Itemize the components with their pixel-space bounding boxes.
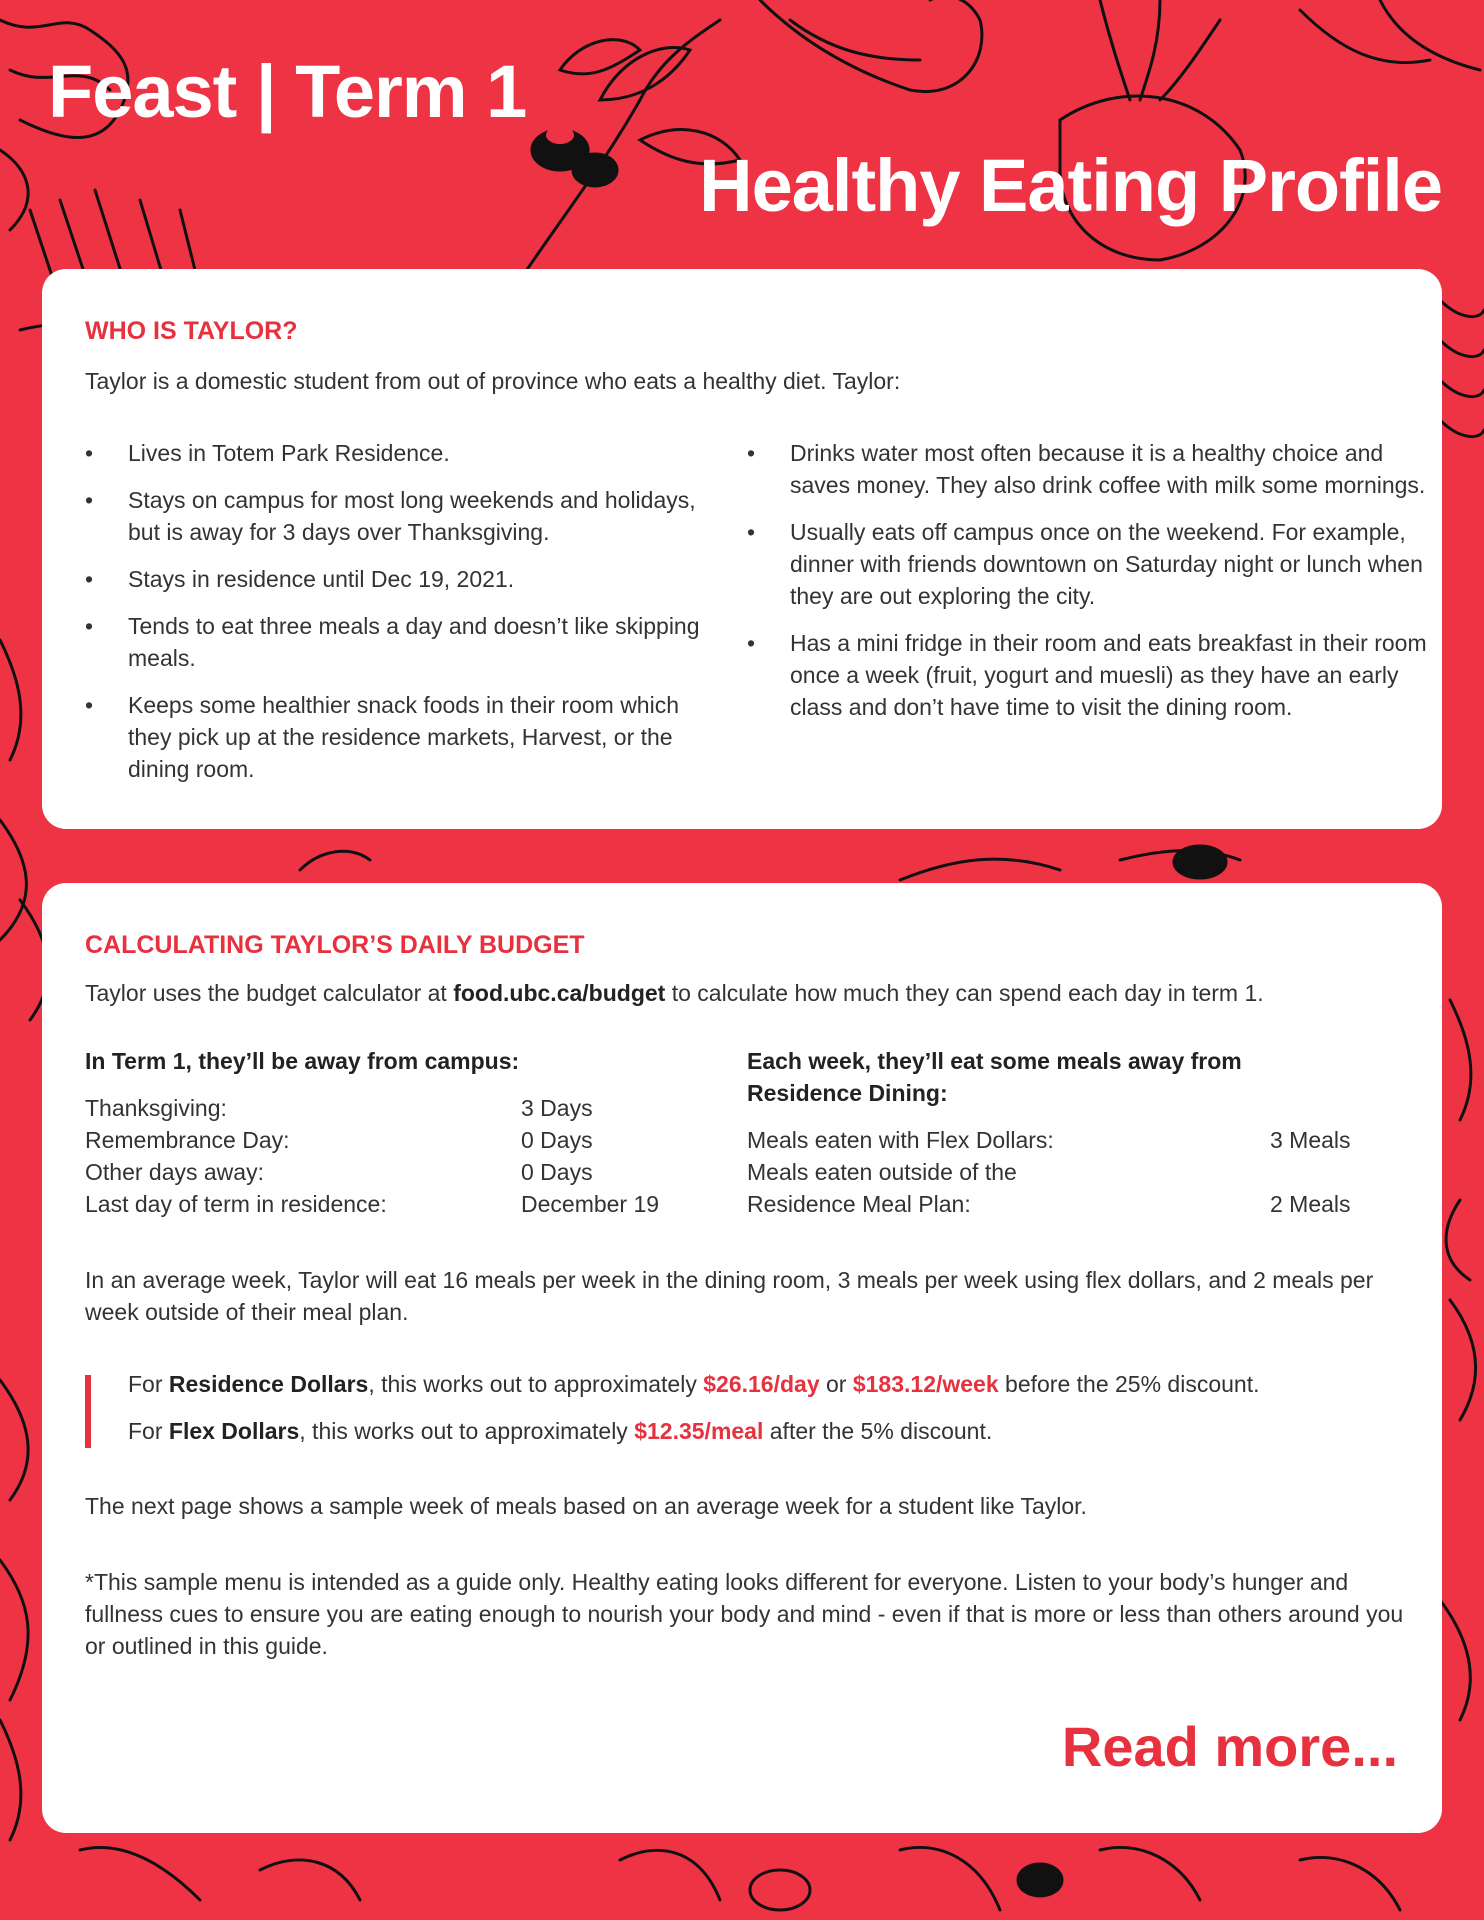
- away-row-value: 0 Days: [521, 1127, 593, 1153]
- taylor-facts-right-list: [747, 437, 1427, 738]
- who-is-taylor-heading: WHO IS TAYLOR?: [85, 317, 298, 345]
- bullet-icon: •: [85, 440, 94, 466]
- bullet-icon: •: [747, 440, 756, 466]
- callout-text: after the 5% discount.: [763, 1418, 993, 1444]
- callout-text: before the 25% discount.: [998, 1371, 1260, 1397]
- callout-text: , this works out to approximately: [368, 1371, 704, 1397]
- callout-text: For: [128, 1418, 169, 1444]
- away-row-label: Last day of term in residence:: [85, 1191, 387, 1217]
- bullet-icon: •: [85, 613, 94, 639]
- list-item-text: Tends to eat three meals a day and doesn’t like skipping meals.: [128, 613, 700, 671]
- bullet-icon: •: [85, 566, 94, 592]
- weekly-amount: $183.12/week: [852, 1371, 999, 1397]
- bullet-icon: •: [85, 487, 94, 513]
- meals-row-value: 2 Meals: [1270, 1191, 1351, 1217]
- list-item-text: Usually eats off campus once on the weekend. For example, dinner with friends downtown on Saturday night or lunch when they are out exploring the city.: [790, 519, 1423, 609]
- meals-row-label: Residence Meal Plan:: [747, 1191, 971, 1217]
- daily-budget-card: [42, 883, 1442, 1833]
- list-item-text: Has a mini fridge in their room and eats breakfast in their room once a week (fruit, yogurt and muesli) as they have an early class and don’t have time to visit the dining room.: [790, 630, 1427, 720]
- callout-term: Residence Dollars: [168, 1371, 369, 1397]
- meals-row-label: Meals eaten with Flex Dollars:: [747, 1127, 1054, 1153]
- list-item: [85, 484, 715, 548]
- meals-row-value: 3 Meals: [1270, 1127, 1351, 1153]
- residence-dollars-callout: [128, 1368, 1259, 1400]
- callout-term: Flex Dollars: [168, 1418, 300, 1444]
- away-row-value: 0 Days: [521, 1159, 593, 1185]
- who-is-taylor-intro: Taylor is a domestic student from out of province who eats a healthy diet. Taylor:: [85, 368, 901, 394]
- list-item-text: Lives in Totem Park Residence.: [128, 440, 450, 466]
- who-is-taylor-card: [42, 269, 1442, 829]
- daily-amount: $26.16/day: [703, 1371, 820, 1397]
- bullet-icon: •: [747, 519, 756, 545]
- away-row-value: December 19: [521, 1191, 660, 1217]
- flex-dollars-callout: [128, 1415, 992, 1447]
- list-item: [747, 627, 1427, 723]
- callout-text: For: [128, 1371, 169, 1397]
- away-row-label: Thanksgiving:: [85, 1095, 227, 1121]
- away-row-label: Other days away:: [85, 1159, 264, 1185]
- page-title-line-1: Feast | Term 1: [48, 50, 527, 133]
- budget-intro: [85, 977, 1264, 1009]
- away-from-campus-heading: In Term 1, they’ll be away from campus:: [85, 1048, 520, 1074]
- next-page-note: The next page shows a sample week of meals based on an average week for a student like Taylor.: [85, 1493, 1087, 1519]
- budget-calculator-link[interactable]: food.ubc.ca/budget: [453, 980, 666, 1006]
- budget-intro-after: to calculate how much they can spend each day in term 1.: [665, 980, 1264, 1006]
- away-row-value: 3 Days: [521, 1095, 593, 1121]
- meals-row-label: Meals eaten outside of the: [747, 1159, 1017, 1185]
- taylor-facts-left-list: [85, 437, 715, 800]
- meals-away-heading: Each week, they’ll eat some meals away from Residence Dining:: [747, 1048, 1242, 1106]
- budget-intro-before: Taylor uses the budget calculator at: [85, 980, 454, 1006]
- bullet-icon: •: [747, 630, 756, 656]
- list-item: [747, 437, 1427, 501]
- callout-text: or: [819, 1371, 853, 1397]
- disclaimer-text: *This sample menu is intended as a guide only. Healthy eating looks different for everyone. Listen to your body’s hunger and fullness cues to ensure you are eating enough to nourish your body and mind - even if that is more or less than others around you or outlined in this guide.: [85, 1569, 1404, 1659]
- bullet-icon: •: [85, 692, 94, 718]
- page-title-line-2: Healthy Eating Profile: [699, 144, 1442, 227]
- list-item: [85, 610, 715, 674]
- list-item-text: Stays on campus for most long weekends and holidays, but is away for 3 days over Thanksgiving.: [128, 487, 696, 545]
- daily-budget-heading: CALCULATING TAYLOR’S DAILY BUDGET: [85, 931, 585, 959]
- list-item: [747, 516, 1427, 612]
- callout-accent-bar: [85, 1375, 91, 1448]
- list-item-text: Drinks water most often because it is a healthy choice and saves money. They also drink coffee with milk some mornings.: [790, 440, 1426, 498]
- away-row-label: Remembrance Day:: [85, 1127, 290, 1153]
- list-item: [85, 437, 715, 469]
- per-meal-amount: $12.35/meal: [634, 1418, 764, 1444]
- read-more-link[interactable]: Read more...: [1061, 1715, 1398, 1778]
- average-week-summary: In an average week, Taylor will eat 16 meals per week in the dining room, 3 meals per week using flex dollars, and 2 meals per week outside of their meal plan.: [85, 1267, 1374, 1325]
- list-item: [85, 689, 715, 785]
- callout-text: , this works out to approximately: [299, 1418, 635, 1444]
- list-item: [85, 563, 715, 595]
- list-item-text: Keeps some healthier snack foods in their room which they pick up at the residence markets, Harvest, or the dining room.: [128, 692, 680, 782]
- list-item-text: Stays in residence until Dec 19, 2021.: [128, 566, 515, 592]
